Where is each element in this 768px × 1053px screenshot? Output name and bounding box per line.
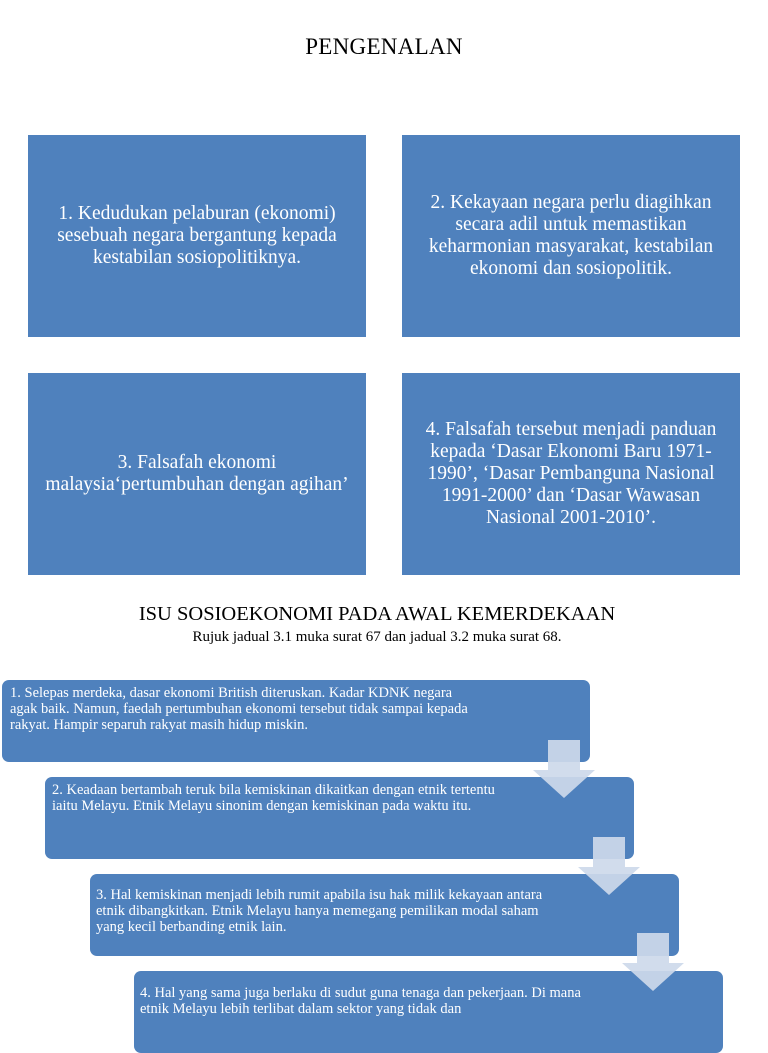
step-box-1-text: 1. Selepas merdeka, dasar ekonomi British diteruskan. Kadar KDNK negara agak baik. Namun, faedah pertumbuhan ekonomi tersebut tidak sampai kepada rakyat. Hampir separuh rakyat masih hidup miskin. bbox=[10, 685, 468, 733]
arrow-down-icon-1-shape bbox=[533, 740, 595, 798]
intro-box-4 bbox=[402, 373, 740, 575]
arrow-down-icon-3 bbox=[622, 933, 684, 991]
intro-box-1 bbox=[28, 135, 366, 337]
section-heading: ISU SOSIOEKONOMI PADA AWAL KEMERDEKAAN bbox=[138, 603, 616, 625]
step-box-2-text: 2. Keadaan bertambah teruk bila kemiskinan dikaitkan dengan etnik tertentu iaitu Melayu. Etnik Melayu sinonim dengan kemiskinan pada waktu itu. bbox=[52, 782, 495, 814]
arrow-down-icon-2-shape bbox=[578, 837, 640, 895]
intro-box-1-text: 1. Kedudukan pelaburan (ekonomi) sesebuah negara bergantung kepada kestabilan sosiopolitiknya. bbox=[57, 203, 337, 268]
intro-box-3-text: 3. Falsafah ekonomi malaysia‘pertumbuhan dengan agihan’ bbox=[45, 452, 349, 495]
step-box-3-text: 3. Hal kemiskinan menjadi lebih rumit apabila isu hak milik kekayaan antara etnik dibangkitkan. Etnik Melayu hanya memegang pemilikan modal saham yang kecil berbanding etnik lain. bbox=[96, 887, 543, 935]
arrow-down-icon-1 bbox=[533, 740, 595, 798]
intro-box-3 bbox=[28, 373, 366, 575]
intro-box-4-text: 4. Falsafah tersebut menjadi panduan kepada ‘Dasar Ekonomi Baru 1971-1990’, ‘Dasar Pembanguna Nasional 1991-2000’ dan ‘Dasar Wawasan Nasional 2001-2010’. bbox=[425, 419, 717, 528]
section-subheading: Rujuk jadual 3.1 muka surat 67 dan jadual 3.2 muka surat 68. bbox=[192, 629, 562, 645]
intro-box-2 bbox=[402, 135, 740, 337]
page-title: PENGENALAN bbox=[305, 34, 463, 59]
arrow-down-icon-3-shape bbox=[622, 933, 684, 991]
intro-box-2-text: 2. Kekayaan negara perlu diagihkan secara adil untuk memastikan keharmonian masyarakat, kestabilan ekonomi dan sosiopolitik. bbox=[428, 192, 714, 279]
step-box-4-text: 4. Hal yang sama juga berlaku di sudut guna tenaga dan pekerjaan. Di mana etnik Melayu lebih terlibat dalam sektor yang tidak dan bbox=[140, 985, 581, 1017]
step-box-1 bbox=[2, 680, 590, 762]
arrow-down-icon-2 bbox=[578, 837, 640, 895]
